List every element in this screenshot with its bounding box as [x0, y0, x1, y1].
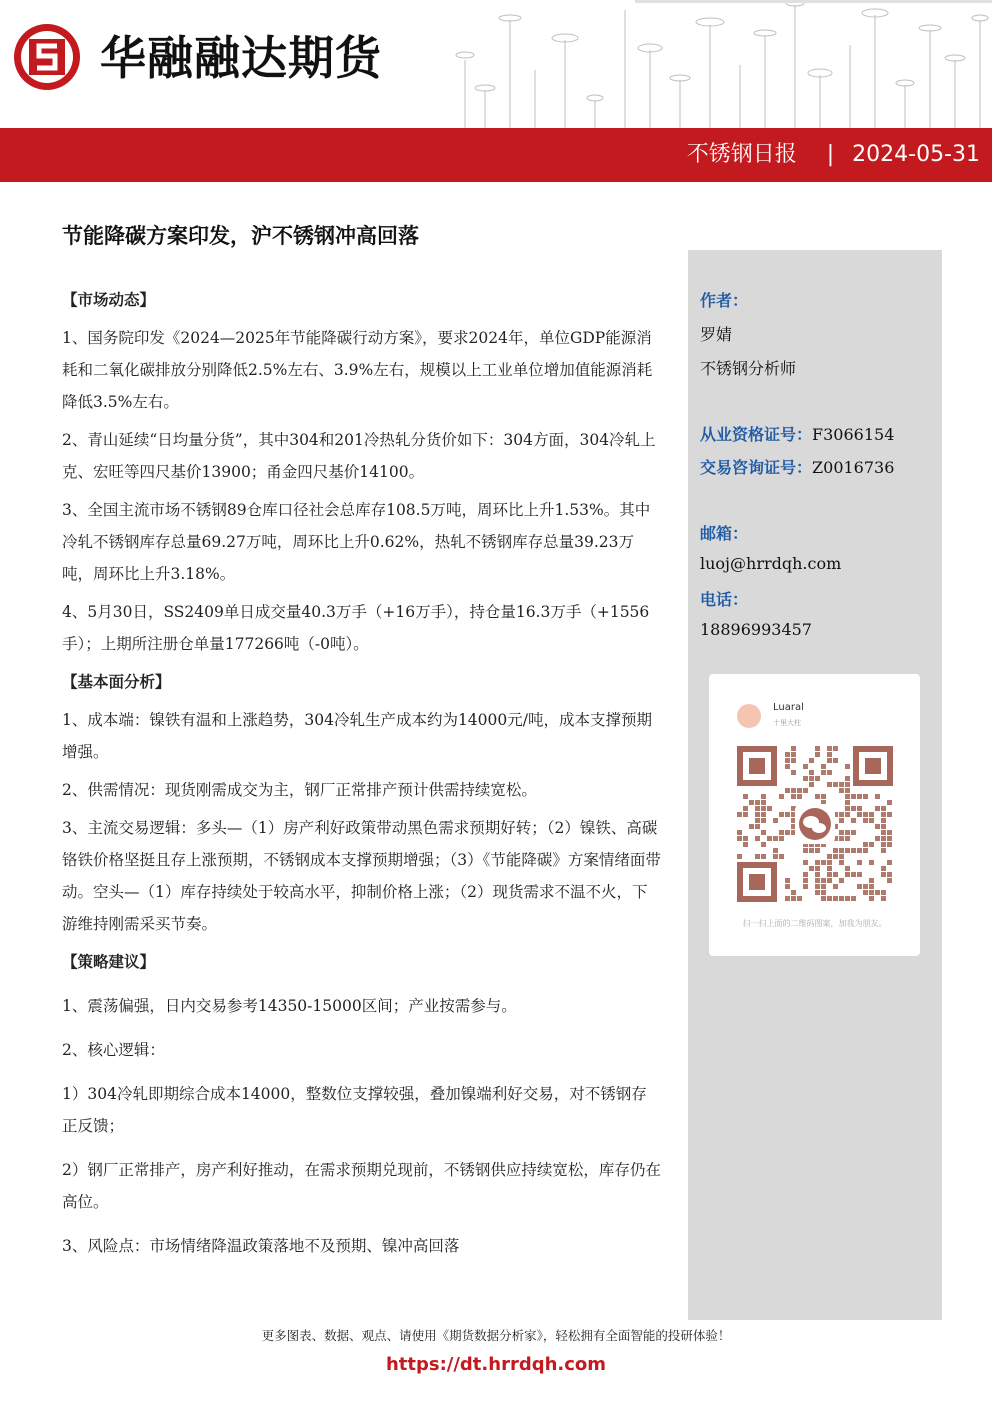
market-item: 3、全国主流市场不锈钢89仓库口径社会总库存108.5万吨，周环比上升1.53%。其中冷轧不锈钢库存总量69.27万吨，周环比上升0.62%，热轧不锈钢库存总量39.23万吨，周环比上升3.18%。 — [62, 501, 651, 583]
consult-value: Z0016736 — [812, 458, 895, 477]
qr-contact-name: Luaral — [773, 702, 804, 713]
banner-text — [687, 128, 980, 182]
main-content — [62, 284, 662, 1262]
section-title-fundamental: 【基本面分析】 — [62, 673, 171, 691]
email-label: 邮箱： — [700, 524, 749, 543]
phone-label: 电话： — [700, 590, 749, 609]
fundamental-item: 3、主流交易逻辑：多头—（1）房产利好政策带动黑色需求预期好转；（2）镍铁、高碳铬铁价格坚挺且存上涨预期，不锈钢成本支撑预期增强；（3）《节能降碳》方案情绪面带动。空头—（1）库存持续处于较高水平，抑制价格上涨；（2）现货需求不温不火，下游维持刚需采买节奏。 — [62, 819, 661, 933]
market-item: 1、国务院印发《2024—2025年节能降碳行动方案》，要求2024年，单位GDP能源消耗和二氧化碳排放分别降低2.5%左右、3.9%左右，规模以上工业单位增加值能源消耗降低3.5%左右。 — [62, 329, 653, 411]
qr-code-icon — [737, 746, 893, 902]
email-value[interactable]: luoj@hrrdqh.com — [700, 554, 842, 573]
report-banner — [0, 128, 992, 182]
strategy-item: 3、风险点：市场情绪降温政策落地不及预期、镍冲高回落 — [62, 1237, 460, 1255]
qr-caption: 扫一扫上面的二维码图案，加我为朋友。 — [742, 919, 887, 928]
consult-row — [700, 455, 894, 478]
footer-url-link[interactable]: https://dt.hrrdqh.com — [385, 1354, 607, 1375]
page-title: 节能降碳方案印发，沪不锈钢冲高回落 — [62, 224, 419, 248]
report-date: 2024-05-31 — [852, 142, 980, 167]
strategy-item: 2、核心逻辑： — [62, 1041, 165, 1059]
market-item: 2、青山延续“日均量分货”，其中304和201冷热轧分货价如下：304方面，304冷轧上克、宏旺等四尺基价13900；甬金四尺基价14100。 — [62, 431, 656, 481]
section-title-market: 【市场动态】 — [62, 291, 156, 309]
fundamental-item: 1、成本端：镍铁有温和上涨趋势，304冷轧生产成本约为14000元/吨，成本支撑预期增强。 — [62, 711, 652, 761]
author-title: 不锈钢分析师 — [700, 359, 797, 378]
qr-contact-sub: 十里大柱 — [773, 719, 801, 727]
strategy-item: 2）钢厂正常排产，房产利好推动，在需求预期兑现前，不锈钢供应持续宽松，库存仍在高位。 — [62, 1161, 661, 1211]
wechat-qr-card — [709, 674, 920, 956]
author-sidebar — [688, 250, 942, 1320]
license-value: F3066154 — [812, 425, 895, 444]
company-logo-icon — [12, 22, 82, 92]
section-title-strategy: 【策略建议】 — [62, 953, 156, 971]
wechat-icon — [799, 808, 831, 840]
banner-separator: | — [826, 142, 835, 167]
strategy-item: 1）304冷轧即期综合成本14000，整数位支撑较强，叠加镍端利好交易，对不锈钢存正反馈； — [62, 1085, 647, 1135]
author-label: 作者： — [700, 291, 749, 310]
license-label: 从业资格证号： — [700, 425, 813, 444]
report-type: 不锈钢日报 — [686, 142, 797, 167]
strategy-item: 1、震荡偏强，日内交易参考14350-15000区间；产业按需参与。 — [62, 997, 517, 1015]
brand-name: 华融融达期货 — [100, 31, 382, 85]
license-row — [700, 422, 894, 445]
consult-label: 交易咨询证号： — [700, 458, 813, 477]
avatar — [737, 704, 761, 728]
header-decoration — [455, 0, 992, 128]
footer-promo: 更多图表、数据、观点、请使用《期货数据分析家》，轻松拥有全面智能的投研体验！ — [261, 1328, 731, 1343]
market-item: 4、5月30日，SS2409单日成交量40.3万手（+16万手），持仓量16.3万手（+1556手）；上期所注册仓单量177266吨（-0吨）。 — [62, 603, 650, 653]
fundamental-item: 2、供需情况：现货刚需成交为主，钢厂正常排产预计供需持续宽松。 — [62, 781, 537, 799]
phone-value: 18896993457 — [700, 620, 812, 639]
author-name: 罗婧 — [700, 325, 733, 344]
